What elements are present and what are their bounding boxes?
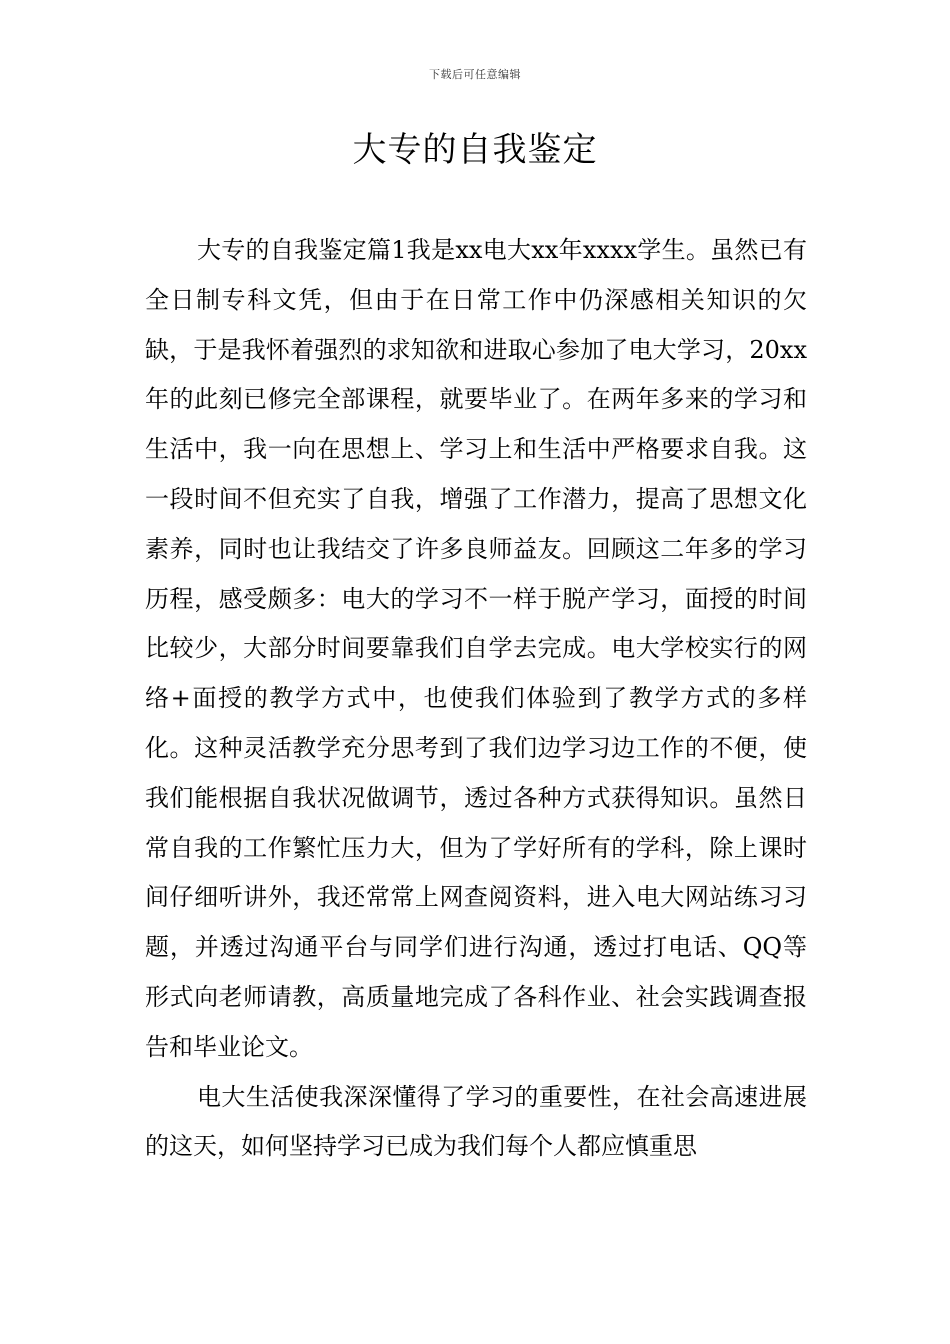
header-note: 下载后可任意编辑 [429,68,521,81]
document-title: 大专的自我鉴定 [352,130,598,170]
paragraph-2: 电大生活使我深深懂得了学习的重要性，在社会高速进展的这天，如何坚持学习已成为我们每个人都应慎重思 [145,1082,807,1161]
document-body [145,226,807,1172]
paragraph-1: 大专的自我鉴定篇1我是xx电大xx年xxxx学生。虽然已有全日制专科文凭，但由于在日常工作中仍深感相关知识的欠缺，于是我怀着强烈的求知欲和进取心参加了电大学习，20xx年的此刻已修完全部课程，就要毕业了。在两年多来的学习和生活中，我一向在思想上、学习上和生活中严格要求自我。这一段时间不但充实了自我，增强了工作潜力，提高了思想文化素养，同时也让我结交了许多良师益友。回顾这二年多的学习历程，感受颇多：电大的学习不一样于脱产学习，面授的时间比较少，大部分时间要靠我们自学去完成。电大学校实行的网络+面授的教学方式中，也使我们体验到了教学方式的多样化。这种灵活教学充分思考到了我们边学习边工作的不便，使我们能根据自我状况做调节，透过各种方式获得知识。虽然日常自我的工作繁忙压力大，但为了学好所有的学科，除上课时间仔细听讲外，我还常常上网查阅资料，进入电大网站练习习题，并透过沟通平台与同学们进行沟通，透过打电话、QQ等形式向老师请教，高质量地完成了各科作业、社会实践调查报告和毕业论文。 [145,236,807,1061]
